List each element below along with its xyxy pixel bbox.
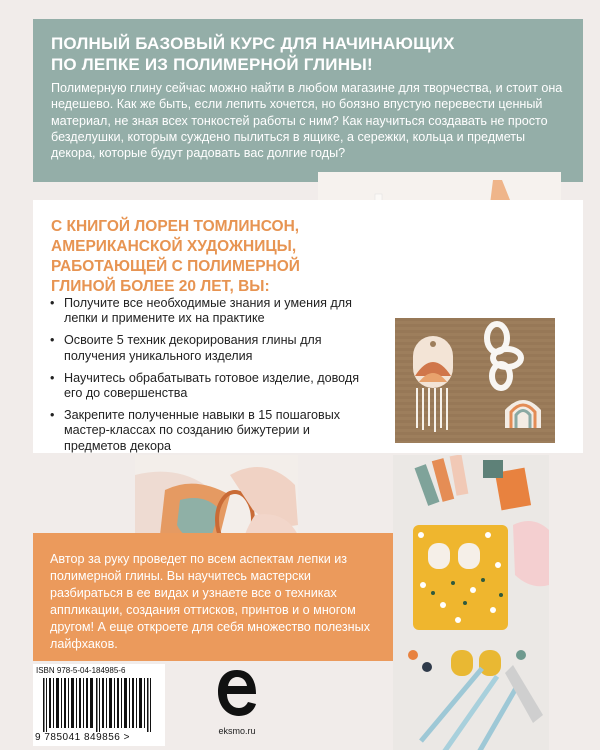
bullet-icon: •	[50, 408, 55, 423]
flatlay-tools-photo	[393, 455, 549, 750]
author-block	[33, 533, 393, 661]
main-heading-line-1: ПОЛНЫЙ БАЗОВЫЙ КУРС ДЛЯ НАЧИНАЮЩИХ	[51, 34, 455, 53]
list-item: • Освоите 5 техник декорирования глины для получения уникального изделия	[50, 333, 322, 363]
bullet-icon: •	[50, 296, 55, 310]
barcode-bars-icon	[43, 678, 155, 732]
main-heading	[51, 33, 455, 75]
list-item: • Закрепите полученные навыки в 15 пошаговых мастер-классах по созданию бижутерии и предметов декора	[50, 408, 341, 453]
isbn-label: ISBN 978-5-04-184985-6	[36, 666, 126, 675]
bullet-icon: •	[50, 370, 55, 385]
list-item: • Получите все необходимые знания и умения для лепки и примените их на практике	[50, 296, 352, 326]
benefits-heading-line-4: ГЛИНОЙ БОЛЕЕ 20 ЛЕТ, ВЫ:	[51, 278, 270, 295]
barcode-digits: 9 785041 849856 >	[35, 732, 130, 743]
barcode	[33, 664, 165, 746]
keychain-photo	[395, 318, 555, 443]
benefits-heading-line-1: С КНИГОЙ ЛОРЕН ТОМЛИНСОН,	[51, 218, 300, 235]
intro-text: Полимерную глину сейчас можно найти в любом магазине для творчества, и стоит она недешево. Как же быть, если лепить хочется, но боязно впустую перевести ценный материал, не зная всех тонкостей работы с ним? Как научиться создавать не просто безделушки, которым суждено пылиться в ящике, а сережки, кольца и предметы декора, которые будут радовать вас долгие годы?	[51, 81, 563, 161]
benefits-heading-line-2: АМЕРИКАНСКОЙ ХУДОЖНИЦЫ,	[51, 238, 297, 255]
benefits-heading	[51, 217, 321, 297]
benefits-heading-line-3: РАБОТАЮЩЕЙ С ПОЛИМЕРНОЙ	[51, 258, 300, 275]
publisher-site: eksmo.ru	[218, 726, 256, 736]
list-item: • Научитесь обрабатывать готовое изделие, доводя его до совершенства	[50, 370, 360, 401]
main-heading-line-2: ПО ЛЕПКЕ ИЗ ПОЛИМЕРНОЙ ГЛИНЫ!	[51, 55, 373, 74]
intro-block	[33, 19, 583, 182]
benefits-list	[48, 296, 368, 461]
eksmo-logo-icon	[212, 664, 262, 724]
bullet-icon: •	[50, 333, 55, 348]
author-text: Автор за руку проведет по всем аспектам лепки из полимерной глины. Вы научитесь мастерски разбираться в ее видах и узнаете все о техниках аппликации, создания оттисков, принтов и о многом другом! А еще откроете для себя множество полезных лайфхаков.	[50, 552, 370, 651]
